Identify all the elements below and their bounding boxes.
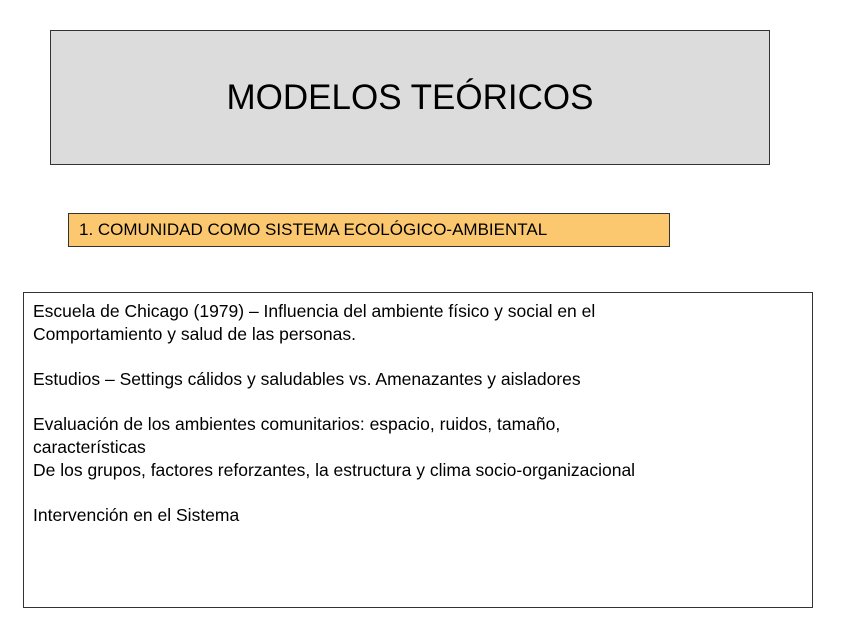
content-line-estudios: Estudios – Settings cálidos y saludables vs. Amenazantes y aisladores	[33, 369, 581, 389]
content-line-intervencion: Intervención en el Sistema	[33, 505, 240, 525]
slide-title: MODELOS TEÓRICOS	[226, 77, 594, 117]
content-box	[23, 292, 813, 608]
spacer	[33, 482, 803, 504]
spacer	[33, 346, 803, 368]
section-label: 1. COMUNIDAD COMO SISTEMA ECOLÓGICO-AMBIENTAL	[68, 213, 670, 247]
content-line-evaluacion: Evaluación de los ambientes comunitarios: espacio, ruidos, tamaño,	[33, 414, 561, 434]
spacer	[33, 391, 803, 413]
title-box	[50, 30, 770, 165]
content-line-comportamiento: Comportamiento y salud de las personas.	[33, 324, 356, 344]
content-line-chicago: Escuela de Chicago (1979) – Influencia del ambiente físico y social en el	[33, 301, 596, 321]
content-line-grupos: De los grupos, factores reforzantes, la estructura y clima socio-organizacional	[33, 460, 636, 480]
content-line-caracteristicas: características	[33, 437, 146, 457]
